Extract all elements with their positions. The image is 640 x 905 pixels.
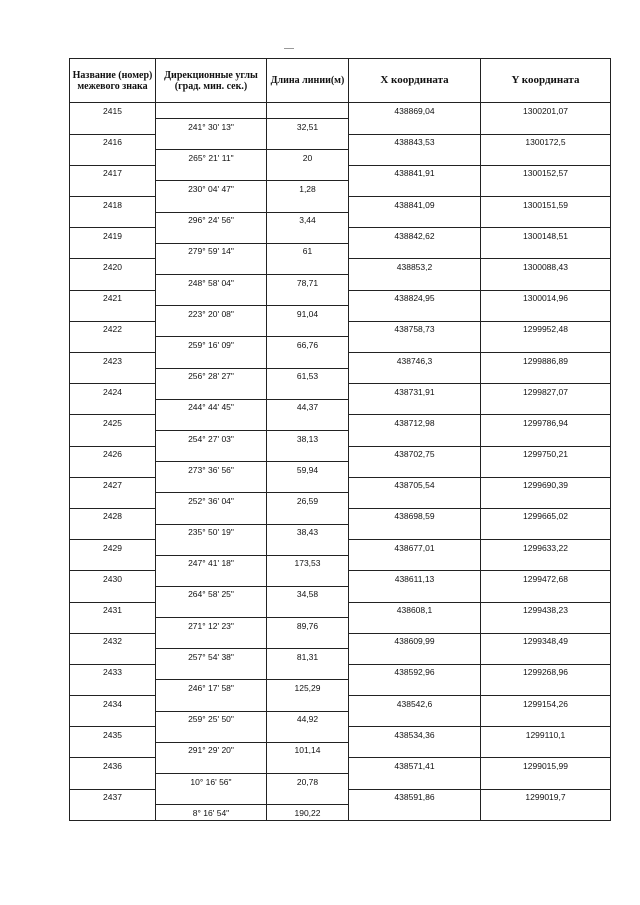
length-cell: 66,76 (267, 337, 349, 353)
point-name-cell (70, 524, 156, 540)
y-coordinate-cell (481, 399, 611, 415)
y-coordinate-cell: 1299750,21 (481, 446, 611, 462)
length-cell: 20,78 (267, 774, 349, 790)
point-name-cell: 2435 (70, 727, 156, 743)
table-row (70, 805, 611, 821)
y-coordinate-cell: 1300201,07 (481, 103, 611, 119)
y-coordinate-cell: 1299348,49 (481, 633, 611, 649)
x-coordinate-cell (349, 337, 481, 353)
angle-cell (156, 540, 267, 556)
length-cell (267, 727, 349, 743)
y-coordinate-cell (481, 243, 611, 259)
angle-cell (156, 633, 267, 649)
x-coordinate-cell: 438609,99 (349, 633, 481, 649)
length-cell: 173,53 (267, 555, 349, 571)
x-coordinate-cell: 438591,86 (349, 789, 481, 805)
length-cell: 61 (267, 243, 349, 259)
length-cell (267, 228, 349, 244)
length-cell: 44,92 (267, 711, 349, 727)
y-coordinate-cell: 1299952,48 (481, 321, 611, 337)
table-row (70, 290, 611, 306)
length-cell (267, 290, 349, 306)
y-coordinate-cell: 1300014,96 (481, 290, 611, 306)
length-cell (267, 384, 349, 400)
table-row (70, 243, 611, 259)
y-coordinate-cell (481, 524, 611, 540)
angle-cell: 244° 44' 45" (156, 399, 267, 415)
table-row (70, 368, 611, 384)
point-name-cell: 2437 (70, 789, 156, 805)
table-row (70, 524, 611, 540)
point-name-cell (70, 337, 156, 353)
angle-cell (156, 353, 267, 369)
angle-cell: 246° 17' 58" (156, 680, 267, 696)
table-row (70, 618, 611, 634)
table-row (70, 430, 611, 446)
angle-cell: 257° 54' 38" (156, 649, 267, 665)
point-name-cell: 2422 (70, 321, 156, 337)
length-cell (267, 477, 349, 493)
point-name-cell: 2427 (70, 477, 156, 493)
length-cell (267, 259, 349, 275)
angle-cell (156, 197, 267, 213)
point-name-cell (70, 150, 156, 166)
x-coordinate-cell (349, 774, 481, 790)
y-coordinate-cell (481, 680, 611, 696)
point-name-cell: 2423 (70, 353, 156, 369)
point-name-cell (70, 462, 156, 478)
length-cell (267, 446, 349, 462)
y-coordinate-cell: 1299438,23 (481, 602, 611, 618)
point-name-cell (70, 586, 156, 602)
length-cell: 34,58 (267, 586, 349, 602)
length-cell: 38,13 (267, 430, 349, 446)
table-row (70, 399, 611, 415)
x-coordinate-cell: 438571,41 (349, 758, 481, 774)
table-row (70, 134, 611, 150)
angle-cell: 230° 04' 47" (156, 181, 267, 197)
table-row (70, 259, 611, 275)
table-row (70, 462, 611, 478)
point-name-cell (70, 399, 156, 415)
y-coordinate-cell (481, 150, 611, 166)
y-coordinate-cell: 1299633,22 (481, 540, 611, 556)
table-row (70, 696, 611, 712)
header-angle: Дирекционные углы (град. мин. сек.) (156, 59, 267, 103)
angle-cell: 271° 12' 23" (156, 618, 267, 634)
y-coordinate-cell (481, 368, 611, 384)
scan-mark (284, 48, 294, 49)
x-coordinate-cell (349, 243, 481, 259)
y-coordinate-cell: 1299690,39 (481, 477, 611, 493)
y-coordinate-cell: 1299019,7 (481, 789, 611, 805)
table-row (70, 446, 611, 462)
length-cell (267, 602, 349, 618)
point-name-cell (70, 306, 156, 322)
x-coordinate-cell (349, 805, 481, 821)
x-coordinate-cell (349, 368, 481, 384)
point-name-cell: 2430 (70, 571, 156, 587)
table-row (70, 727, 611, 743)
x-coordinate-cell: 438705,54 (349, 477, 481, 493)
table-row (70, 711, 611, 727)
table-row (70, 571, 611, 587)
header-length: Длина линии(м) (267, 59, 349, 103)
angle-cell: 265° 21' 11" (156, 150, 267, 166)
length-cell: 190,22 (267, 805, 349, 821)
table-row (70, 321, 611, 337)
x-coordinate-cell: 438853,2 (349, 259, 481, 275)
x-coordinate-cell (349, 181, 481, 197)
y-coordinate-cell (481, 337, 611, 353)
table-row (70, 555, 611, 571)
y-coordinate-cell: 1300088,43 (481, 259, 611, 275)
y-coordinate-cell (481, 742, 611, 758)
length-cell (267, 633, 349, 649)
length-cell: 125,29 (267, 680, 349, 696)
y-coordinate-cell (481, 649, 611, 665)
header-x: X координата (349, 59, 481, 103)
length-cell: 89,76 (267, 618, 349, 634)
y-coordinate-cell (481, 618, 611, 634)
y-coordinate-cell (481, 212, 611, 228)
length-cell: 32,51 (267, 119, 349, 135)
angle-cell: 248° 58' 04" (156, 275, 267, 291)
angle-cell: 256° 28' 27" (156, 368, 267, 384)
length-cell (267, 197, 349, 213)
point-name-cell (70, 430, 156, 446)
table-row (70, 493, 611, 509)
x-coordinate-cell: 438843,53 (349, 134, 481, 150)
table-body (70, 103, 611, 821)
x-coordinate-cell: 438677,01 (349, 540, 481, 556)
length-cell: 78,71 (267, 275, 349, 291)
length-cell: 101,14 (267, 742, 349, 758)
x-coordinate-cell (349, 119, 481, 135)
table-row (70, 384, 611, 400)
y-coordinate-cell: 1299268,96 (481, 664, 611, 680)
x-coordinate-cell (349, 212, 481, 228)
table-row (70, 337, 611, 353)
table-row (70, 150, 611, 166)
table-row (70, 165, 611, 181)
x-coordinate-cell (349, 711, 481, 727)
point-name-cell: 2429 (70, 540, 156, 556)
point-name-cell: 2434 (70, 696, 156, 712)
y-coordinate-cell: 1299827,07 (481, 384, 611, 400)
length-cell: 44,37 (267, 399, 349, 415)
x-coordinate-cell: 438841,91 (349, 165, 481, 181)
angle-cell (156, 228, 267, 244)
x-coordinate-cell: 438608,1 (349, 602, 481, 618)
length-cell (267, 103, 349, 119)
y-coordinate-cell: 1300148,51 (481, 228, 611, 244)
angle-cell: 10° 16' 56" (156, 774, 267, 790)
point-name-cell: 2431 (70, 602, 156, 618)
y-coordinate-cell: 1300172,5 (481, 134, 611, 150)
table-row (70, 228, 611, 244)
angle-cell (156, 477, 267, 493)
header-name: Название (номер) межевого знака (70, 59, 156, 103)
table-row (70, 415, 611, 431)
length-cell (267, 134, 349, 150)
point-name-cell: 2424 (70, 384, 156, 400)
point-name-cell (70, 493, 156, 509)
table-row (70, 540, 611, 556)
length-cell: 81,31 (267, 649, 349, 665)
table-row (70, 633, 611, 649)
length-cell: 3,44 (267, 212, 349, 228)
point-name-cell: 2433 (70, 664, 156, 680)
x-coordinate-cell (349, 275, 481, 291)
length-cell (267, 571, 349, 587)
point-name-cell (70, 805, 156, 821)
x-coordinate-cell: 438702,75 (349, 446, 481, 462)
point-name-cell: 2417 (70, 165, 156, 181)
angle-cell: 235° 50' 19" (156, 524, 267, 540)
x-coordinate-cell: 438824,95 (349, 290, 481, 306)
point-name-cell (70, 649, 156, 665)
table-row (70, 680, 611, 696)
point-name-cell: 2432 (70, 633, 156, 649)
x-coordinate-cell (349, 399, 481, 415)
angle-cell (156, 384, 267, 400)
y-coordinate-cell (481, 774, 611, 790)
angle-cell: 296° 24' 56" (156, 212, 267, 228)
y-coordinate-cell (481, 805, 611, 821)
table-row (70, 508, 611, 524)
y-coordinate-cell: 1299015,99 (481, 758, 611, 774)
angle-cell (156, 696, 267, 712)
length-cell: 1,28 (267, 181, 349, 197)
angle-cell (156, 134, 267, 150)
angle-cell: 273° 36' 56" (156, 462, 267, 478)
point-name-cell (70, 243, 156, 259)
table-row (70, 774, 611, 790)
y-coordinate-cell (481, 430, 611, 446)
y-coordinate-cell: 1299886,89 (481, 353, 611, 369)
x-coordinate-cell: 438758,73 (349, 321, 481, 337)
length-cell: 26,59 (267, 493, 349, 509)
angle-cell: 259° 25' 50" (156, 711, 267, 727)
table-row (70, 758, 611, 774)
table-row (70, 197, 611, 213)
y-coordinate-cell: 1299786,94 (481, 415, 611, 431)
point-name-cell (70, 711, 156, 727)
point-name-cell: 2428 (70, 508, 156, 524)
length-cell (267, 415, 349, 431)
length-cell (267, 321, 349, 337)
angle-cell (156, 758, 267, 774)
x-coordinate-cell (349, 150, 481, 166)
x-coordinate-cell: 438841,09 (349, 197, 481, 213)
angle-cell: 259° 16' 09" (156, 337, 267, 353)
length-cell: 61,53 (267, 368, 349, 384)
angle-cell: 254° 27' 03" (156, 430, 267, 446)
table-row (70, 212, 611, 228)
y-coordinate-cell (481, 586, 611, 602)
length-cell (267, 664, 349, 680)
point-name-cell: 2416 (70, 134, 156, 150)
y-coordinate-cell (481, 306, 611, 322)
length-cell (267, 540, 349, 556)
y-coordinate-cell: 1300152,57 (481, 165, 611, 181)
point-name-cell (70, 555, 156, 571)
y-coordinate-cell (481, 493, 611, 509)
y-coordinate-cell: 1299472,68 (481, 571, 611, 587)
point-name-cell: 2425 (70, 415, 156, 431)
angle-cell: 264° 58' 25" (156, 586, 267, 602)
y-coordinate-cell: 1299110,1 (481, 727, 611, 743)
point-name-cell: 2420 (70, 259, 156, 275)
y-coordinate-cell (481, 462, 611, 478)
header-y: Y координата (481, 59, 611, 103)
x-coordinate-cell (349, 493, 481, 509)
point-name-cell (70, 742, 156, 758)
x-coordinate-cell (349, 306, 481, 322)
length-cell (267, 353, 349, 369)
x-coordinate-cell (349, 742, 481, 758)
x-coordinate-cell: 438842,62 (349, 228, 481, 244)
x-coordinate-cell (349, 430, 481, 446)
angle-cell (156, 165, 267, 181)
x-coordinate-cell (349, 555, 481, 571)
boundary-coordinates-table (69, 58, 611, 821)
table-header-row (70, 59, 611, 103)
point-name-cell: 2418 (70, 197, 156, 213)
x-coordinate-cell: 438746,3 (349, 353, 481, 369)
angle-cell: 241° 30' 13" (156, 119, 267, 135)
y-coordinate-cell (481, 275, 611, 291)
angle-cell (156, 602, 267, 618)
table-row (70, 275, 611, 291)
angle-cell (156, 259, 267, 275)
angle-cell (156, 789, 267, 805)
length-cell: 91,04 (267, 306, 349, 322)
length-cell: 20 (267, 150, 349, 166)
angle-cell: 279° 59' 14" (156, 243, 267, 259)
length-cell (267, 165, 349, 181)
angle-cell (156, 446, 267, 462)
table-row (70, 181, 611, 197)
table-row (70, 649, 611, 665)
x-coordinate-cell: 438534,36 (349, 727, 481, 743)
x-coordinate-cell (349, 618, 481, 634)
point-name-cell: 2426 (70, 446, 156, 462)
angle-cell: 8° 16' 54" (156, 805, 267, 821)
point-name-cell (70, 618, 156, 634)
table-row (70, 353, 611, 369)
table-row (70, 742, 611, 758)
length-cell (267, 789, 349, 805)
table-row (70, 103, 611, 119)
y-coordinate-cell: 1299154,26 (481, 696, 611, 712)
length-cell: 59,94 (267, 462, 349, 478)
point-name-cell: 2415 (70, 103, 156, 119)
y-coordinate-cell: 1299665,02 (481, 508, 611, 524)
angle-cell (156, 103, 267, 119)
x-coordinate-cell: 438698,59 (349, 508, 481, 524)
angle-cell: 247° 41' 18" (156, 555, 267, 571)
point-name-cell: 2419 (70, 228, 156, 244)
table-row (70, 306, 611, 322)
point-name-cell (70, 212, 156, 228)
length-cell: 38,43 (267, 524, 349, 540)
y-coordinate-cell (481, 711, 611, 727)
table-row (70, 586, 611, 602)
y-coordinate-cell (481, 555, 611, 571)
point-name-cell (70, 181, 156, 197)
x-coordinate-cell: 438712,98 (349, 415, 481, 431)
angle-cell (156, 321, 267, 337)
x-coordinate-cell: 438542,6 (349, 696, 481, 712)
x-coordinate-cell: 438611,13 (349, 571, 481, 587)
x-coordinate-cell (349, 680, 481, 696)
angle-cell (156, 415, 267, 431)
x-coordinate-cell: 438592,96 (349, 664, 481, 680)
angle-cell: 223° 20' 08" (156, 306, 267, 322)
point-name-cell (70, 680, 156, 696)
length-cell (267, 696, 349, 712)
table-row (70, 664, 611, 680)
x-coordinate-cell (349, 462, 481, 478)
angle-cell (156, 508, 267, 524)
table-row (70, 789, 611, 805)
point-name-cell (70, 275, 156, 291)
point-name-cell (70, 368, 156, 384)
table-row (70, 119, 611, 135)
angle-cell: 291° 29' 20" (156, 742, 267, 758)
point-name-cell (70, 774, 156, 790)
y-coordinate-cell (481, 181, 611, 197)
point-name-cell (70, 119, 156, 135)
y-coordinate-cell (481, 119, 611, 135)
angle-cell (156, 290, 267, 306)
x-coordinate-cell (349, 524, 481, 540)
x-coordinate-cell: 438869,04 (349, 103, 481, 119)
angle-cell: 252° 36' 04" (156, 493, 267, 509)
table-row (70, 602, 611, 618)
angle-cell (156, 727, 267, 743)
table-row (70, 477, 611, 493)
x-coordinate-cell: 438731,91 (349, 384, 481, 400)
y-coordinate-cell: 1300151,59 (481, 197, 611, 213)
angle-cell (156, 571, 267, 587)
point-name-cell: 2421 (70, 290, 156, 306)
length-cell (267, 758, 349, 774)
x-coordinate-cell (349, 649, 481, 665)
x-coordinate-cell (349, 586, 481, 602)
length-cell (267, 508, 349, 524)
point-name-cell: 2436 (70, 758, 156, 774)
angle-cell (156, 664, 267, 680)
